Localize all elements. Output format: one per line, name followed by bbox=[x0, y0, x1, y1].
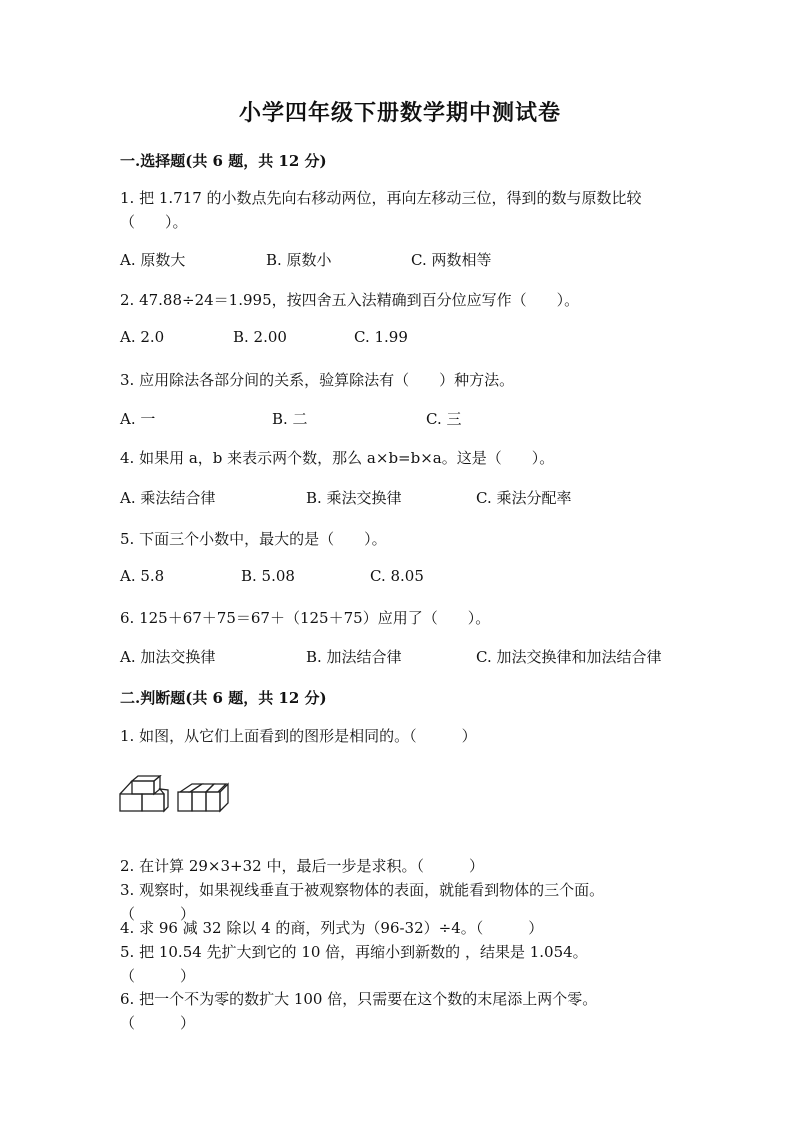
question-text-continued: （ ） bbox=[120, 905, 196, 923]
option-a: A. 乘法结合律 bbox=[120, 489, 216, 507]
judge-question-6 bbox=[120, 987, 680, 1035]
judge-question-4: 4. 求 96 减 32 除以 4 的商，列式为（96-32）÷4。（ ） bbox=[120, 919, 544, 937]
options-q1 bbox=[120, 249, 720, 273]
judge-question-1: 1. 如图，从它们上面看到的图形是相同的。（ ） bbox=[120, 727, 477, 745]
question-6: 6. 125＋67＋75＝67＋（125＋75）应用了（ ）。 bbox=[120, 609, 491, 627]
option-b: B. 原数小 bbox=[266, 251, 332, 269]
section-heading-choice: 一.选择题(共 6 题，共 12 分) bbox=[120, 152, 327, 170]
question-1 bbox=[120, 186, 680, 234]
question-text: 3. 观察时，如果视线垂直于被观察物体的表面，就能看到物体的三个面。 bbox=[120, 881, 605, 899]
option-a: A. 一 bbox=[120, 410, 156, 428]
options-q4 bbox=[120, 487, 720, 511]
option-a: A. 加法交换律 bbox=[120, 648, 216, 666]
option-c: C. 三 bbox=[426, 410, 462, 428]
cube-figure bbox=[118, 775, 233, 815]
question-3: 3. 应用除法各部分间的关系，验算除法有（ ）种方法。 bbox=[120, 371, 515, 389]
option-c: C. 1.99 bbox=[354, 328, 408, 346]
option-b: B. 2.00 bbox=[233, 328, 287, 346]
options-q6 bbox=[120, 646, 720, 670]
option-a: A. 5.8 bbox=[120, 567, 165, 585]
options-q3 bbox=[120, 408, 720, 432]
options-q5 bbox=[120, 567, 720, 591]
question-text: 6. 把一个不为零的数扩大 100 倍，只需要在这个数的末尾添上两个零。 bbox=[120, 990, 598, 1008]
option-b: B. 乘法交换律 bbox=[306, 489, 402, 507]
page-title: 小学四年级下册数学期中测试卷 bbox=[238, 100, 561, 126]
option-a: A. 2.0 bbox=[120, 328, 165, 346]
option-b: B. 二 bbox=[272, 410, 308, 428]
options-q2 bbox=[120, 328, 720, 352]
question-text-continued: （ ）。 bbox=[120, 213, 188, 231]
option-b: B. 5.08 bbox=[241, 567, 295, 585]
question-text: 5. 把 10.54 先扩大到它的 10 倍，再缩小到新数的 ，结果是 1.054。 bbox=[120, 943, 588, 961]
judge-question-5 bbox=[120, 940, 680, 988]
cube-group-right bbox=[178, 784, 228, 811]
option-a: A. 原数大 bbox=[120, 251, 186, 269]
cube-group-left bbox=[120, 776, 168, 811]
question-5: 5. 下面三个小数中，最大的是（ ）。 bbox=[120, 530, 387, 548]
option-c: C. 加法交换律和加法结合律 bbox=[476, 648, 662, 666]
option-c: C. 两数相等 bbox=[411, 251, 492, 269]
question-4: 4. 如果用 a，b 来表示两个数，那么 a×b=b×a。这是（ ）。 bbox=[120, 449, 555, 467]
question-text-continued: （ ） bbox=[120, 1014, 196, 1032]
option-c: C. 乘法分配率 bbox=[476, 489, 572, 507]
question-text: 1. 把 1.717 的小数点先向右移动两位，再向左移动三位，得到的数与原数比较 bbox=[120, 189, 642, 207]
question-2: 2. 47.88÷24＝1.995，按四舍五入法精确到百分位应写作（ ）。 bbox=[120, 291, 580, 309]
judge-question-2: 2. 在计算 29×3+32 中，最后一步是求积。（ ） bbox=[120, 857, 484, 875]
option-b: B. 加法结合律 bbox=[306, 648, 402, 666]
question-text-continued: （ ） bbox=[120, 967, 196, 985]
option-c: C. 8.05 bbox=[370, 567, 424, 585]
section-heading-judge: 二.判断题(共 6 题，共 12 分) bbox=[120, 689, 327, 707]
